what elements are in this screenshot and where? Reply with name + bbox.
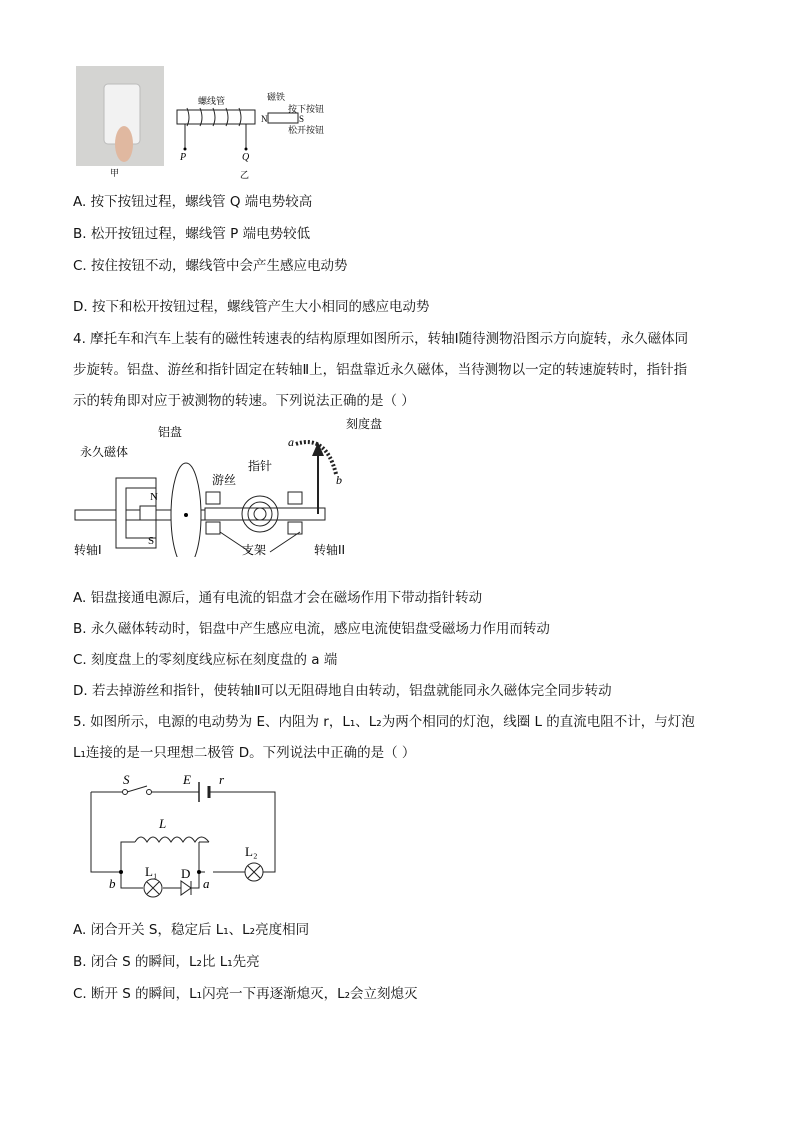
aluminum-disk: [171, 463, 201, 557]
q4-figure: [70, 412, 410, 557]
label-magnet: 磁铁: [267, 93, 286, 103]
label-p: P: [180, 152, 187, 163]
label-axis2: 转轴II: [314, 543, 346, 557]
label-s: S: [123, 772, 130, 787]
q3-option-a: A. 按下按钮过程，螺线管 Q 端电势较高: [73, 194, 313, 210]
q3-option-b: B. 松开按钮过程，螺线管 P 端电势较低: [73, 226, 311, 242]
label-solenoid: 螺线管: [198, 97, 226, 107]
label-disk: 铝盘: [158, 425, 183, 439]
label-b: b: [336, 473, 342, 487]
q4-stem-3: 示的转角即对应于被测物的转速。下列说法正确的是（ ）: [73, 393, 415, 409]
label-b: b: [109, 876, 116, 891]
label-e: E: [183, 772, 191, 787]
label-q: Q: [242, 152, 250, 163]
q5-option-c: C. 断开 S 的瞬间，L₁闪亮一下再逐渐熄灭，L₂会立刻熄灭: [73, 986, 418, 1002]
label-d: D: [181, 866, 191, 881]
label-axis1: 转轴I: [74, 543, 102, 557]
label-a: a: [203, 876, 210, 891]
label-yi: 乙: [240, 171, 250, 181]
q4-option-d: D. 若去掉游丝和指针，使转轴Ⅱ可以无阻碍地自由转动，铝盘就能同永久磁体完全同步转动: [73, 683, 612, 699]
label-pointer: 指针: [248, 459, 273, 473]
q3-option-c: C. 按住按钮不动，螺线管中会产生感应电动势: [73, 258, 348, 274]
label-jia: 甲: [110, 169, 120, 179]
label-s: S: [148, 535, 155, 547]
q4-option-b: B. 永久磁体转动时，铝盘中产生感应电流，感应电流使铝盘受磁场力作用而转动: [73, 621, 550, 637]
label-dial: 刻度盘: [346, 417, 383, 431]
q4-option-c: C. 刻度盘上的零刻度线应标在刻度盘的 a 端: [73, 652, 338, 668]
label-a: a: [288, 435, 294, 449]
q3-figure: [70, 60, 370, 185]
label-r: r: [219, 772, 225, 787]
q5-option-b: B. 闭合 S 的瞬间，L₂比 L₁先亮: [73, 954, 260, 970]
label-spring: 游丝: [212, 473, 237, 487]
label-s: S: [299, 114, 305, 124]
q5-circuit: [85, 770, 285, 910]
q5-option-a: A. 闭合开关 S，稳定后 L₁、L₂亮度相同: [73, 922, 310, 938]
label-magnet: 永久磁体: [80, 445, 129, 459]
diode: [181, 881, 191, 895]
label-press: 按下按钮: [288, 105, 325, 115]
q5-stem-1: 5. 如图所示，电源的电动势为 E、内阻为 r，L₁、L₂为两个相同的灯泡，线圈 L 的直流电阻不计，与灯泡: [73, 714, 695, 730]
label-l: L: [159, 816, 167, 831]
inductor-coil: [135, 837, 209, 842]
label-l1: L₁: [145, 864, 158, 879]
label-n: N: [261, 114, 268, 124]
label-l2: L₂: [245, 844, 258, 859]
q4-option-a: A. 铝盘接通电源后，通有电流的铝盘才会在磁场作用下带动指针转动: [73, 590, 483, 606]
q4-stem-1: 4. 摩托车和汽车上装有的磁性转速表的结构原理如图所示，转轴Ⅰ随待测物沿图示方向旋转，永久磁体同: [73, 331, 689, 347]
label-release: 松开按钮: [288, 126, 325, 136]
q4-stem-2: 步旋转。铝盘、游丝和指针固定在转轴Ⅱ上，铝盘靠近永久磁体，当待测物以一定的转速旋转时，指针指: [73, 362, 688, 378]
label-support: 支架: [242, 543, 267, 557]
q3-option-d: D. 按下和松开按钮过程，螺线管产生大小相同的感应电动势: [73, 299, 430, 315]
q5-stem-2: L₁连接的是一只理想二极管 D。下列说法中正确的是（ ）: [73, 745, 416, 761]
label-n: N: [150, 491, 158, 503]
